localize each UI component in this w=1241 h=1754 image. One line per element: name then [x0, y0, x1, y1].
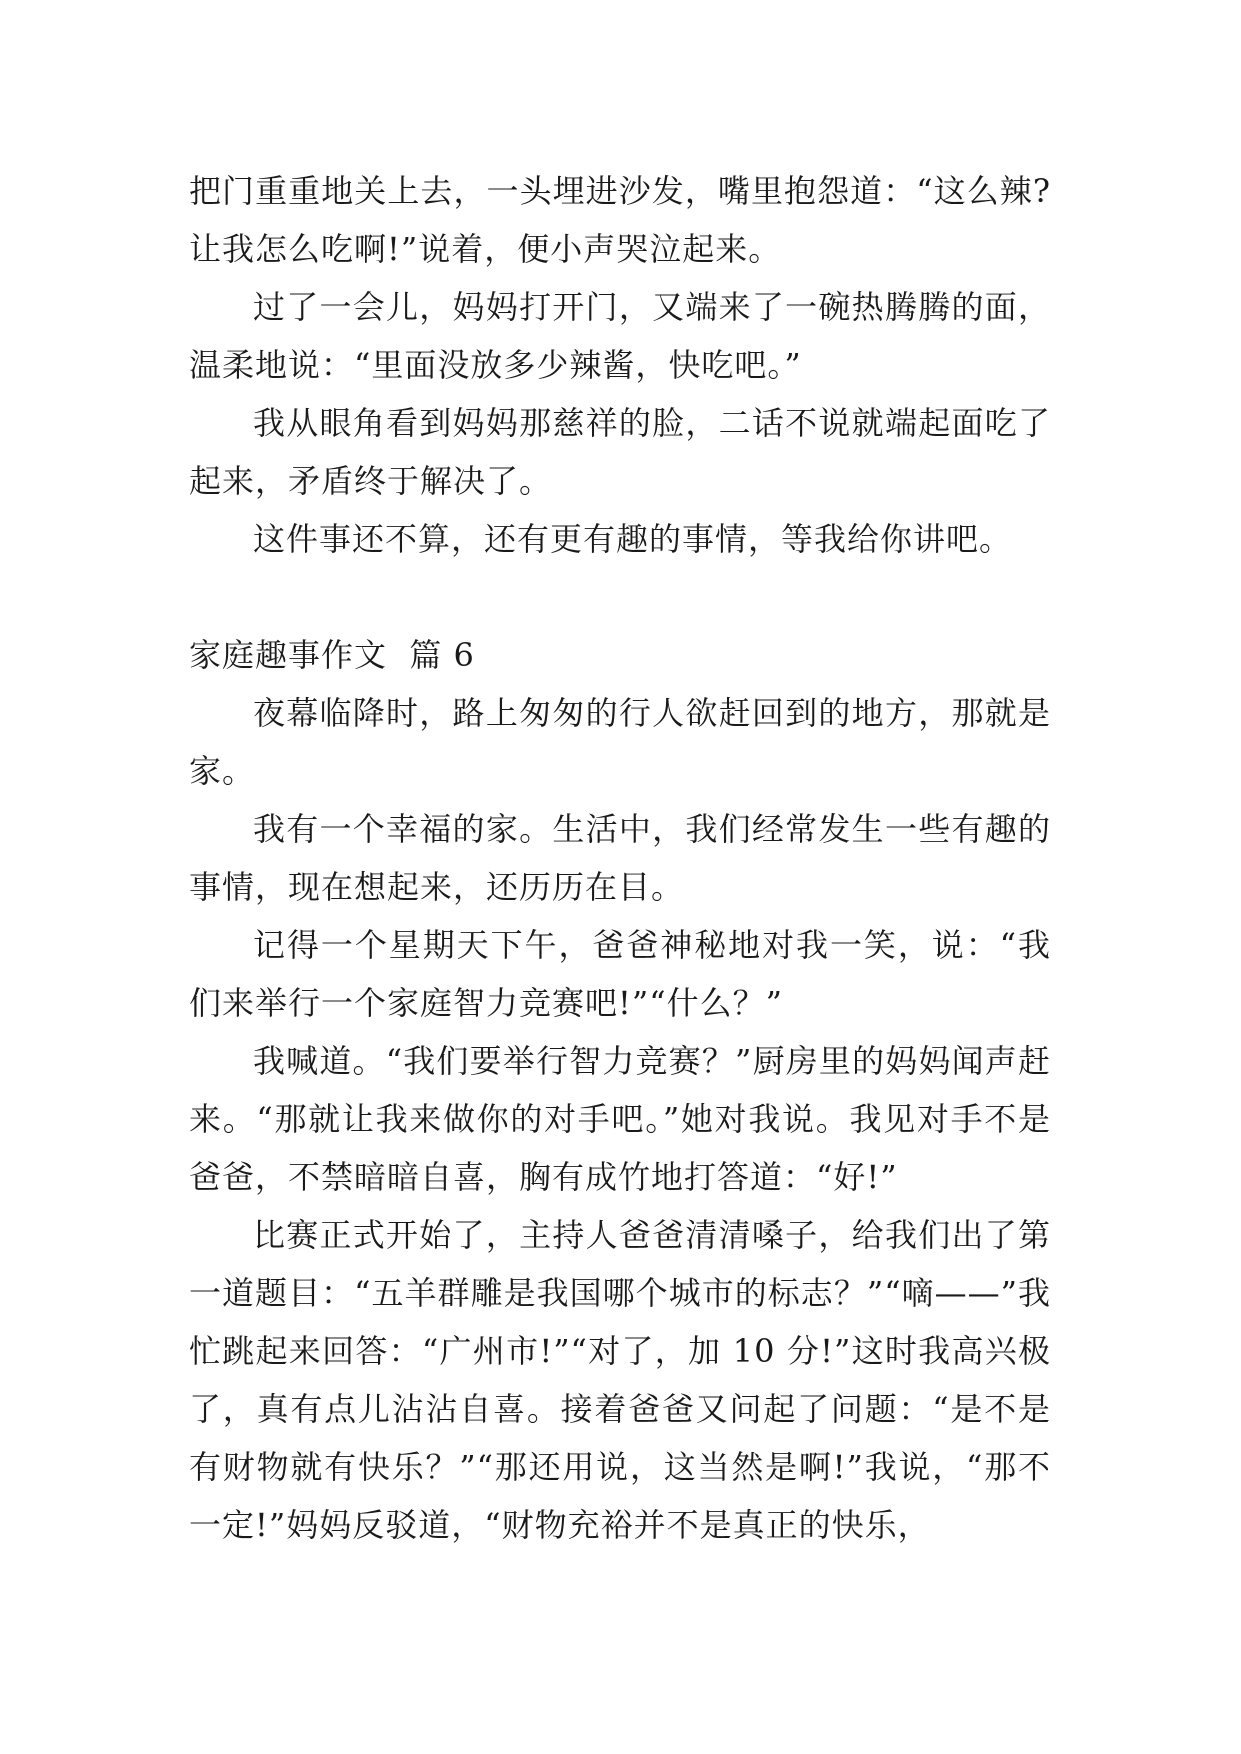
paragraph: 这件事还不算，还有更有趣的事情，等我给你讲吧。 — [253, 520, 1013, 558]
paragraph: 我从眼角看到妈妈那慈祥的脸，二话不说就端起面吃了起来，矛盾终于解决了。 — [189, 404, 1051, 500]
section-title: 家庭趣事作文 篇 6 — [189, 636, 475, 674]
paragraph: 我有一个幸福的家。生活中，我们经常发生一些有趣的事情，现在想起来，还历历在目。 — [189, 810, 1051, 906]
paragraph: 过了一会儿，妈妈打开门，又端来了一碗热腾腾的面，温柔地说：“里面没放多少辣酱，快吃吧。” — [189, 288, 1051, 384]
paragraph-continued: 把门重重地关上去，一头埋进沙发，嘴里抱怨道：“这么辣?让我怎么吃啊!”说着，便小声哭泣起来。 — [189, 172, 1051, 268]
paragraph: 记得一个星期天下午，爸爸神秘地对我一笑，说：“我们来举行一个家庭智力竞赛吧!”“什么？” — [189, 926, 1051, 1022]
paragraph: 比赛正式开始了，主持人爸爸清清嗓子，给我们出了第一道题目：“五羊群雕是我国哪个城市的标志？”“嘀——”我忙跳起来回答：“广州市!”“对了，加 10 分!”这时我高兴极了，真有点儿沾沾自喜。接着爸爸又问起了问题：“是不是有财物就有快乐？”“那还用说，这当然是啊!”我说，“那不一定!”妈妈反驳道，“财物充裕并不是真正的快乐， — [189, 1216, 1051, 1544]
paragraph: 夜幕临降时，路上匆匆的行人欲赶回到的地方，那就是家。 — [189, 694, 1051, 790]
paragraph: 我喊道。“我们要举行智力竞赛？”厨房里的妈妈闻声赶来。“那就让我来做你的对手吧。”她对我说。我见对手不是爸爸，不禁暗暗自喜，胸有成竹地打答道：“好!” — [189, 1042, 1051, 1196]
document-body — [189, 162, 1051, 1554]
